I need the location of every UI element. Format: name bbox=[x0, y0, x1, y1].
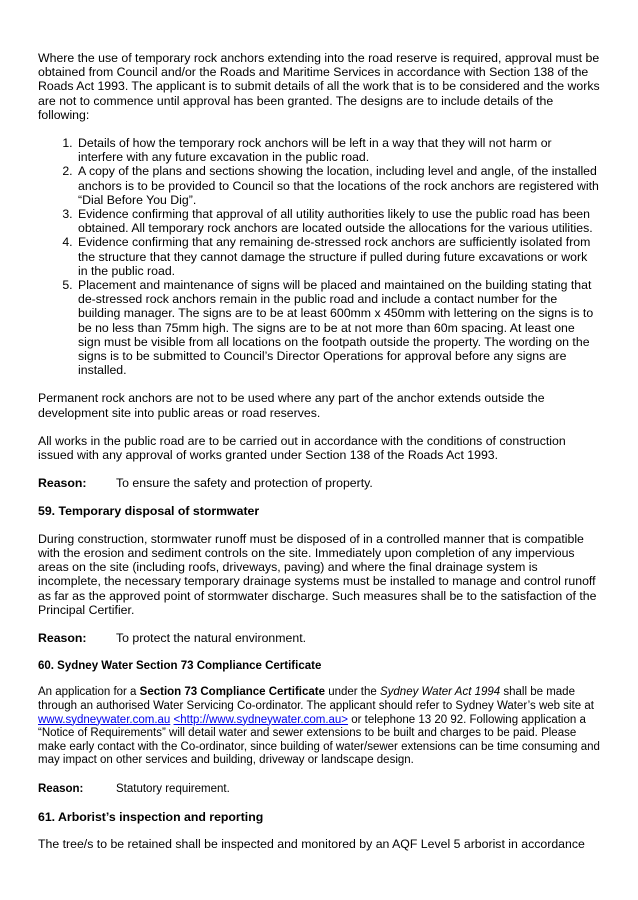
reason-row bbox=[38, 476, 600, 490]
reason-label: Reason: bbox=[38, 782, 84, 795]
reason-label: Reason: bbox=[38, 630, 87, 645]
section-heading-59: 59. Temporary disposal of stormwater bbox=[38, 504, 260, 519]
text-run: An application for a bbox=[38, 686, 140, 699]
list-item: 3. Evidence confirming that approval of all utility authorities likely to use the public road has been obtained. All temporary rock anchors are located outside the allocations for the various utilities. bbox=[76, 207, 600, 235]
reason-row bbox=[38, 631, 600, 645]
list-item: 4. Evidence confirming that any remaining de-stressed rock anchors are sufficiently isolated from the structure that they cannot damage the structure if pulled during future excavations or work in the public road. bbox=[76, 235, 600, 278]
permanent-anchors-paragraph: Permanent rock anchors are not to be used where any part of the anchor extends outside the development site into public areas or road reserves. bbox=[38, 391, 545, 420]
requirements-list bbox=[38, 136, 600, 377]
section-heading-61: 61. Arborist’s inspection and reporting bbox=[38, 810, 264, 825]
reason-text: To ensure the safety and protection of property. bbox=[116, 476, 373, 491]
list-item: 1. Details of how the temporary rock anchors will be left in a way that they will not harm or interfere with any future excavation in the public road. bbox=[76, 136, 600, 164]
arborist-paragraph: The tree/s to be retained shall be inspected and monitored by an AQF Level 5 arborist in accordance bbox=[38, 837, 585, 852]
section-73-paragraph bbox=[38, 686, 600, 768]
reason-row bbox=[38, 782, 600, 796]
intro-paragraph: Where the use of temporary rock anchors extending into the road reserve is required, approval must be obtained from Council and/or the Roads and Maritime Services in accordance with Section 138 of the Roads Act 1993. The applicant is to submit details of all the work that is to be considered and the works are not to commence until approval has been granted. The designs are to include details of the following: bbox=[38, 51, 600, 122]
document-page bbox=[38, 51, 600, 865]
bold-text: Section 73 Compliance Certificate bbox=[139, 686, 325, 699]
italic-text: Sydney Water Act 1994 bbox=[379, 686, 501, 699]
text-run: or telephone 13 20 92. Following application a “Notice of Requirements” will detail water and sewer extensions to be built and charges to be paid. Please make early contact with the Co-ordinator, since building of water/sewer extensions can be time consuming and may impact on other services and building, driveway or landscape design. bbox=[38, 713, 600, 767]
reason-text: To protect the natural environment. bbox=[116, 630, 307, 645]
list-item: 2. A copy of the plans and sections showing the location, including level and angle, of the installed anchors is to be provided to Council so that the locations of the rock anchors are registered with “Dial Before You Dig”. bbox=[76, 164, 600, 207]
reason-text: Statutory requirement. bbox=[116, 782, 230, 795]
text-run: under the bbox=[325, 686, 380, 699]
reason-label: Reason: bbox=[38, 476, 87, 491]
text-run: shall be made through an authorised Water Servicing Co-ordinator. The applicant should refer to Sydney Water’s web site at bbox=[38, 686, 594, 712]
list-item: 5. Placement and maintenance of signs will be placed and maintained on the building stating that de-stressed rock anchors remain in the public road and include a contact number for the building manager. The signs are to be at least 600mm x 450mm with lettering on the signs is to be no less than 75mm high. The signs are to be at not more than 60m spacing. At least one sign must be visible from all locations on the footpath outside the property. The wording on the signs is to be submitted to Council’s Director Operations for approval before any signs are installed. bbox=[76, 278, 600, 377]
sydney-water-url-link[interactable]: <http://www.sydneywater.com.au> bbox=[173, 713, 349, 726]
all-works-paragraph: All works in the public road are to be carried out in accordance with the conditions of construction issued with any approval of works granted under Section 138 of the Roads Act 1993. bbox=[38, 433, 566, 463]
sydney-water-link[interactable]: www.sydneywater.com.au bbox=[38, 713, 171, 726]
stormwater-paragraph: During construction, stormwater runoff must be disposed of in a controlled manner that is compatible with the erosion and sediment controls on the site. Immediately upon completion of any impervious areas on the site (including roofs, driveways, paving) and where the final drainage system is incomplete, the necessary temporary drainage systems must be installed to manage and control runoff as far as the approved point of stormwater discharge. Such measures shall be to the satisfaction of the Principal Certifier. bbox=[38, 531, 597, 617]
section-heading-60: 60. Sydney Water Section 73 Compliance Certificate bbox=[38, 660, 322, 673]
